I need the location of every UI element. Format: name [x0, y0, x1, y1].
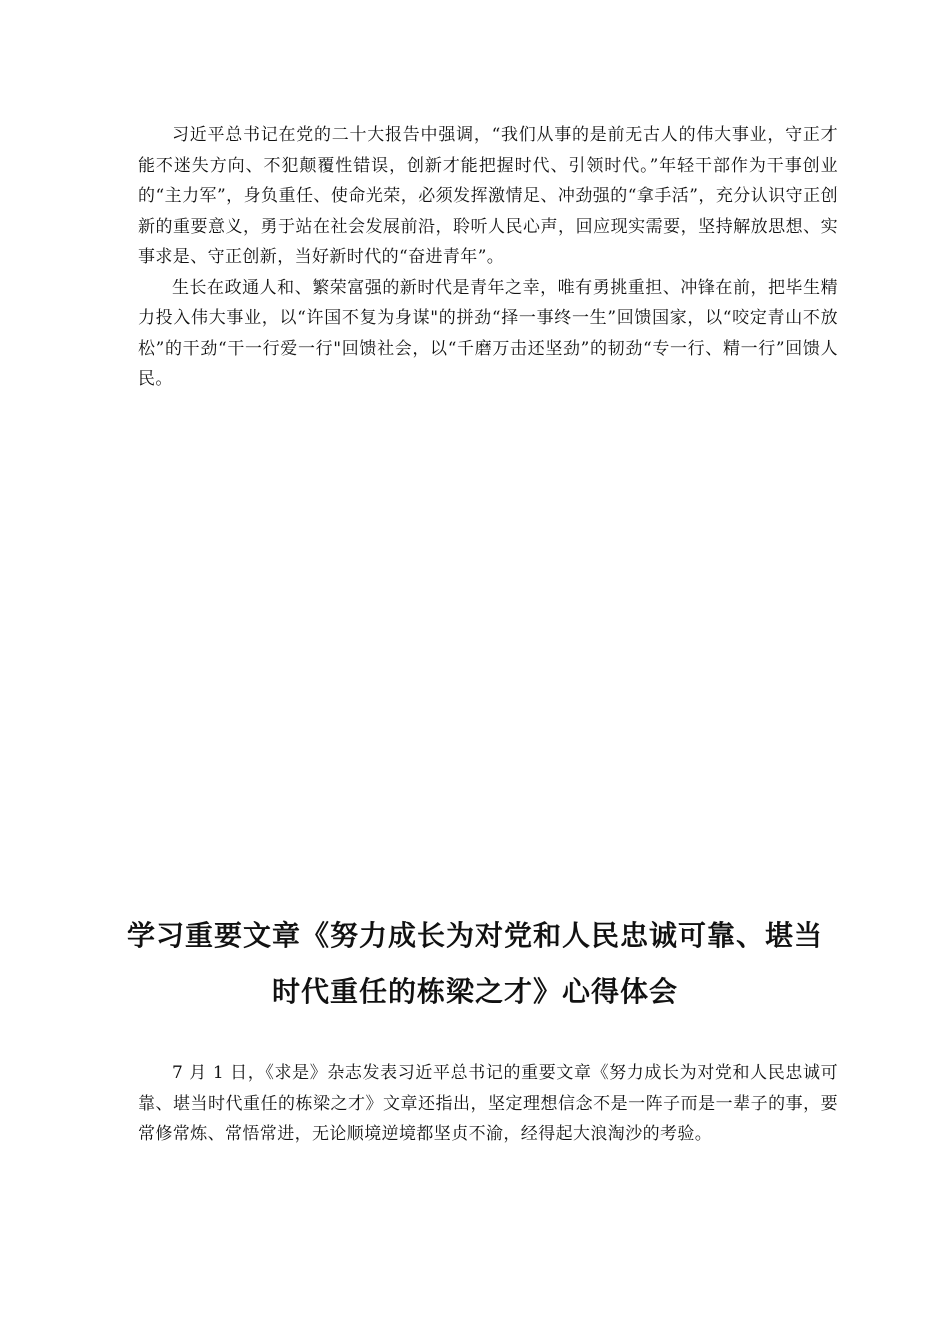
paragraph: 生长在政通人和、繁荣富强的新时代是青年之幸，唯有勇挑重担、冲锋在前，把毕生精力投入伟大事业，以“许国不复为身谋"的拼劲“择一事终一生”回馈国家，以“咬定青山不放松”的干劲“干一行爱一行"回馈社会，以“千磨万击还坚劲”的韧劲“专一行、精一行”回馈人民。: [138, 277, 838, 389]
paragraph: 7 月 1 日，《求是》杂志发表习近平总书记的重要文章《努力成长为对党和人民忠诚可靠、堪当时代重任的栋梁之才》文章还指出，坚定理想信念不是一阵子而是一辈子的事，要常修常炼、常悟常进，无论顺境逆境都坚贞不渝，经得起大浪淘沙的考验。: [138, 1063, 838, 1144]
article-body: [138, 1058, 838, 1150]
article-title-line-1: 学习重要文章《努力成长为对党和人民忠诚可靠、堪当: [126, 919, 823, 952]
top-text-section: [138, 120, 838, 395]
paragraph: 习近平总书记在党的二十大报告中强调，“我们从事的是前无古人的伟大事业，守正才能不迷失方向、不犯颠覆性错误，创新才能把握时代、引领时代。”年轻干部作为干事创业的“主力军”，身负重任、使命光荣，必须发挥激情足、冲劲强的“拿手活”，充分认识守正创新的重要意义，勇于站在社会发展前沿，聆听人民心声，回应现实需要，坚持解放思想、实事求是、守正创新，当好新时代的“奋进青年”。: [138, 125, 838, 267]
article-title: [118, 908, 832, 1020]
article-title-line-2: 时代重任的栋梁之才》心得体会: [271, 975, 678, 1008]
